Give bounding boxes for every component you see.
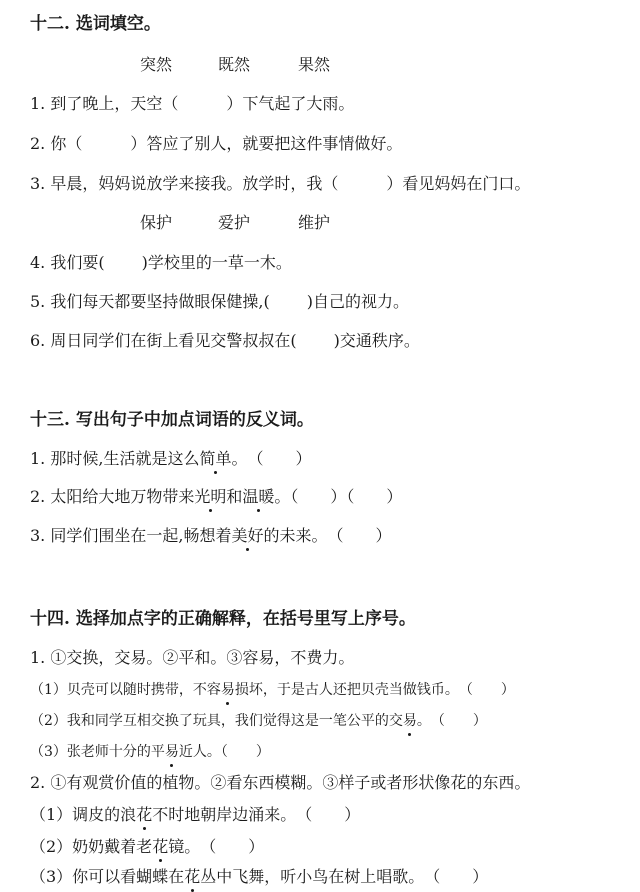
text: 不时地朝岸边涌来。 （ ）	[152, 805, 361, 824]
section-12-title: 十二. 选词填空。	[30, 14, 161, 34]
question-line: 2. 你（ ）答应了别人，就要把这件事情做好。	[30, 134, 403, 153]
word-option: 爱护	[218, 213, 251, 232]
question-line	[30, 711, 487, 731]
question-line: 4. 我们要( )学校里的一草一木。	[30, 253, 292, 272]
text: （3）张老师十分的平	[30, 744, 165, 760]
word-option: 突然	[140, 55, 173, 74]
text: （2）奶奶戴着老	[30, 837, 153, 856]
question-line	[30, 487, 402, 507]
question-line: 1. ①交换，交易。②平和。③容易，不费力。	[30, 648, 355, 667]
question-line	[30, 680, 515, 700]
question-line: 6. 周日同学们在街上看见交警叔叔在( )交通秩序。	[30, 331, 420, 350]
text: 镜。 （ ）	[168, 837, 265, 856]
text: 3. 同学们围坐在一起,畅想着	[30, 526, 232, 545]
text: （2）我和同学互相交换了玩具，我们觉得这是一笔公平的交	[30, 713, 403, 729]
dotted-word: 易	[402, 713, 417, 729]
dotted-word: 光明	[194, 487, 227, 506]
text: 2. 太阳给大地万物带来	[30, 487, 195, 506]
question-line	[30, 449, 311, 469]
text: 1. 那时候,生活就是这么	[30, 449, 200, 468]
question-line	[30, 742, 270, 762]
dotted-word: 花	[184, 867, 201, 886]
text: 损坏，于是古人还把贝壳当做钱币。 （ ）	[234, 682, 515, 698]
question-line: 2. ①有观赏价值的植物。②看东西模糊。③样子或者形状像花的东西。	[30, 773, 531, 792]
dotted-word: 花	[152, 837, 169, 856]
text: 近人。（ ）	[178, 744, 270, 760]
text: （1）调皮的浪	[30, 805, 137, 824]
word-option: 维护	[298, 213, 331, 232]
word-option: 果然	[298, 55, 331, 74]
dotted-word: 易	[164, 744, 179, 760]
text: （1）贝壳可以随时携带，不容	[30, 682, 221, 698]
text: 的未来。 （ ）	[263, 526, 392, 545]
word-option: 既然	[218, 55, 251, 74]
dotted-word: 花	[136, 805, 153, 824]
section-13-title: 十三. 写出句子中加点词语的反义词。	[30, 410, 314, 430]
question-line: 1. 到了晚上，天空（ ）下气起了大雨。	[30, 94, 355, 113]
question-line	[30, 526, 391, 546]
question-line	[30, 867, 488, 887]
dotted-word: 简单	[199, 449, 232, 468]
section-14-title: 十四. 选择加点字的正确解释，在括号里写上序号。	[30, 609, 416, 629]
text: （3）你可以看蝴蝶在	[30, 867, 185, 886]
text: 。 （ ）	[416, 713, 487, 729]
question-line	[30, 837, 264, 857]
text: 丛中飞舞，听小鸟在树上唱歌。 （ ）	[200, 867, 489, 886]
question-line: 3. 早晨，妈妈说放学来接我。放学时，我（ ）看见妈妈在门口。	[30, 174, 531, 193]
dotted-word: 美好	[231, 526, 264, 545]
dotted-word: 易	[220, 682, 235, 698]
text: 。（ ）（ ）	[274, 487, 403, 506]
word-option: 保护	[140, 213, 173, 232]
question-line: 5. 我们每天都要坚持做眼保健操,( )自己的视力。	[30, 292, 410, 311]
text: 。 （ ）	[231, 449, 312, 468]
text: 和	[226, 487, 243, 506]
dotted-word: 温暖	[242, 487, 275, 506]
question-line	[30, 805, 360, 825]
